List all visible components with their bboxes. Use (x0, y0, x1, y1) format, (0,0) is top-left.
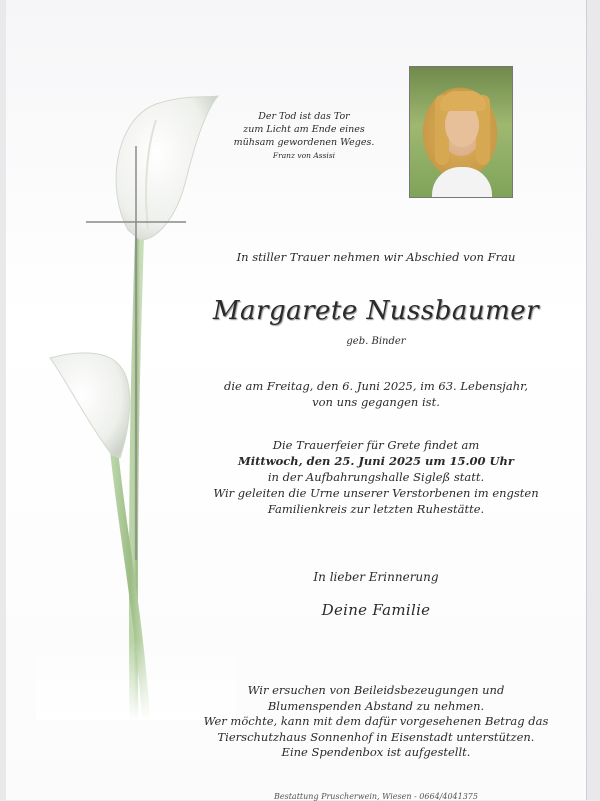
quote-line: Der Tod ist das Tor (258, 111, 350, 122)
request-line: Wir ersuchen von Beileidsbezeugungen und (247, 683, 505, 697)
request-line: Blumenspenden Abstand zu nehmen. (267, 698, 485, 713)
funeral-home-footer: Bestattung Pruscherwein, Wiesen - 0664/4041375 (274, 792, 478, 801)
funeral-line: in der Aufbahrungshalle Sigleß statt. (267, 470, 485, 484)
funeral-line: Wir geleiten die Urne unserer Verstorbenen im engsten (213, 486, 539, 500)
request-line: Tierschutzhaus Sonnenhof in Eisenstadt unterstützen. (217, 729, 535, 744)
death-line: von uns gegangen ist. (312, 395, 440, 409)
upper-lily-petal (116, 96, 218, 240)
obituary-card (6, 0, 587, 800)
funeral-details (186, 437, 566, 517)
request-line: Wer möchte, kann mit dem dafür vorgesehenen Betrag das (203, 714, 549, 728)
memory-text: In lieber Erinnerung (313, 570, 439, 584)
deceased-name: Margarete Nussbaumer (212, 296, 540, 326)
quote-line: zum Licht am Ende eines (243, 124, 365, 135)
request-line: Eine Spendenbox ist aufgestellt. (281, 745, 471, 759)
quote-block (224, 110, 384, 162)
intro-text: In stiller Trauer nehmen wir Abschied von Frau (236, 250, 516, 264)
family-signature: Deine Familie (321, 601, 431, 619)
death-line: die am Freitag, den 6. Juni 2025, im 63. Lebensjahr, (223, 379, 529, 393)
donation-request (186, 683, 566, 761)
maiden-name: geb. Binder (346, 336, 406, 347)
lower-lily-petal (50, 353, 130, 458)
quote-line: mühsam gewordenen Weges. (233, 137, 375, 148)
funeral-date: Mittwoch, den 25. Juni 2025 um 15.00 Uhr (238, 454, 514, 468)
funeral-line: Die Trauerfeier für Grete findet am (272, 438, 480, 452)
funeral-line: Familienkreis zur letzten Ruhestätte. (267, 502, 485, 516)
portrait-photo (409, 66, 513, 198)
death-details (186, 378, 566, 410)
quote-author: Franz von Assisi (272, 151, 336, 160)
